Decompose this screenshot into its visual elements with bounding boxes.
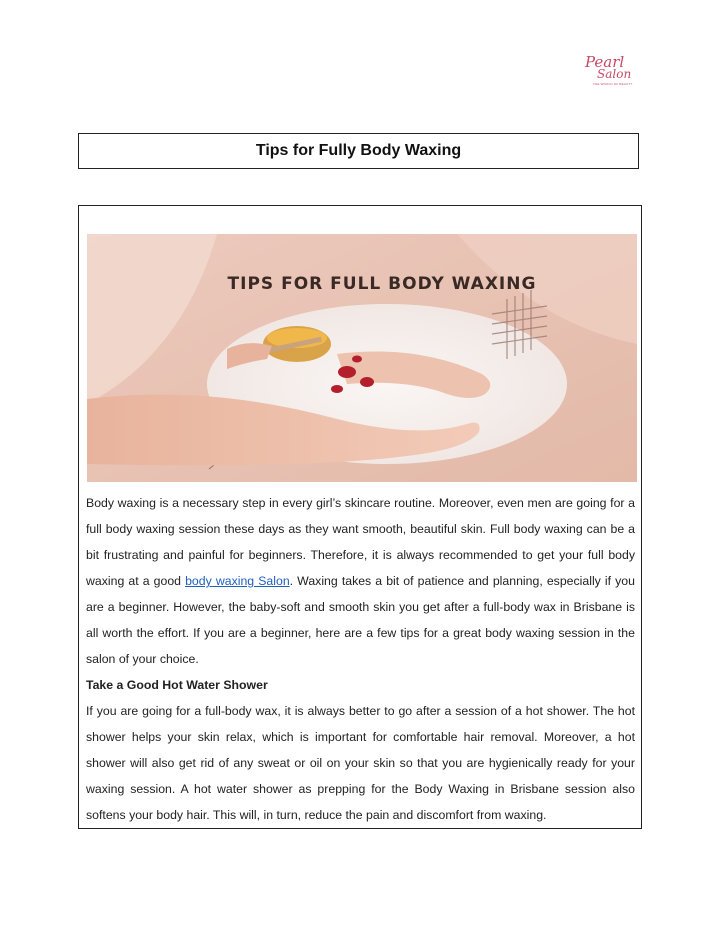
hero-image — [87, 234, 637, 482]
hero-heading: TIPS FOR FULL BODY WAXING — [227, 274, 537, 294]
hero-illustration — [87, 234, 637, 482]
body-waxing-salon-link[interactable]: body waxing Salon — [185, 574, 290, 588]
content-box — [78, 205, 642, 829]
section-heading: Take a Good Hot Water Shower — [86, 678, 268, 692]
logo-tagline: THE WORLD OF BEAUTY — [593, 82, 633, 86]
section-paragraph: If you are going for a full-body wax, it is always better to go after a session of a hot shower. The hot shower helps your skin relax, which is important for comfortable hair removal. Moreover, a hot shower will also get rid of any sweat or oil on your skin so that you are hygienically ready for your waxing session. A hot water shower as prepping for the Body Waxing in Brisbane session also softens your body hair. This will, in turn, reduce the pain and discomfort from waxing. — [86, 704, 635, 822]
intro-text-after-link: . Waxing takes a bit of patience and planning, especially if you are a beginner. However, the baby-soft and smooth skin you get after a full-body wax in Brisbane is all worth the effort. If you are a beginner, here are a few tips for a great body waxing session in the salon of your choice. — [86, 574, 635, 666]
page-title: Tips for Fully Body Waxing — [255, 142, 462, 159]
article-body — [86, 490, 635, 828]
logo-text-pearl: Pearl — [585, 53, 625, 71]
intro-text-before-link: Body waxing is a necessary step in every girl’s skincare routine. Moreover, even men are going for a full body waxing session these days as they want smooth, beautiful skin. Full body waxing can be a bit frustrating and painful for beginners. Therefore, it is always recommended to get your full body waxing at a good — [86, 496, 635, 588]
logo-text-salon: Salon — [597, 67, 632, 81]
intro-paragraph — [86, 490, 635, 672]
salon-logo — [585, 55, 645, 87]
title-box — [78, 133, 639, 169]
